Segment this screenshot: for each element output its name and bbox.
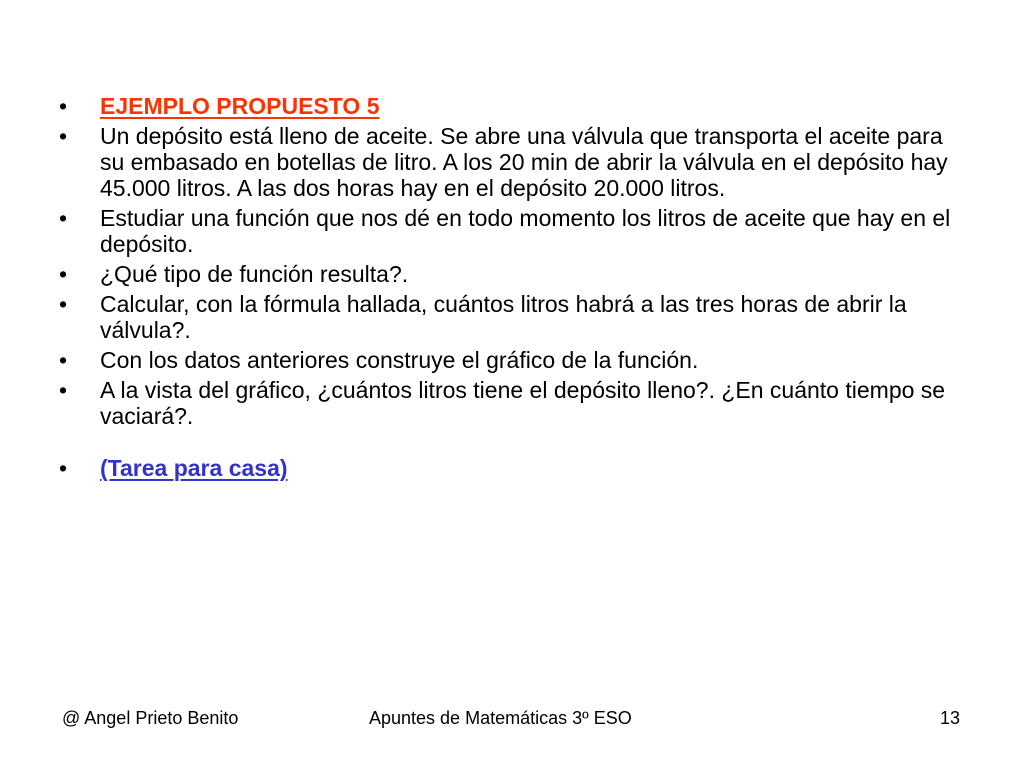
bullet-dot: • xyxy=(59,291,68,317)
footer-course-title: Apuntes de Matemáticas 3º ESO xyxy=(369,708,632,728)
homework-link[interactable]: (Tarea para casa) xyxy=(100,455,288,481)
bullet-dot: • xyxy=(59,455,68,481)
bullet-item xyxy=(57,261,957,287)
task-function-type: ¿Qué tipo de función resulta?. xyxy=(100,261,409,287)
bullet-item xyxy=(57,123,957,201)
task-study-function: Estudiar una función que nos dé en todo momento los litros de aceite que hay en el depósito. xyxy=(100,205,951,257)
bullet-item xyxy=(57,291,957,343)
problem-statement: Un depósito está lleno de aceite. Se abre una válvula que transporta el aceite para su embasado en botellas de litro. A los 20 min de abrir la válvula en el depósito hay 45.000 litros. A las dos horas hay en el depósito 20.000 litros. xyxy=(100,123,948,201)
bullet-heading xyxy=(57,93,957,119)
task-read-graph: A la vista del gráfico, ¿cuántos litros tiene el depósito lleno?. ¿En cuánto tiempo se vaciará?. xyxy=(100,377,946,429)
task-calculate: Calcular, con la fórmula hallada, cuántos litros habrá a las tres horas de abrir la válvula?. xyxy=(100,291,907,343)
bullet-dot: • xyxy=(59,377,68,403)
example-heading: EJEMPLO PROPUESTO 5 xyxy=(100,93,380,119)
bullet-homework xyxy=(57,455,957,481)
bullet-item xyxy=(57,377,957,429)
bullet-item xyxy=(57,205,957,257)
task-build-graph: Con los datos anteriores construye el gráfico de la función. xyxy=(100,347,699,373)
bullet-dot: • xyxy=(59,205,68,231)
bullet-item xyxy=(57,347,957,373)
footer-page-number: 13 xyxy=(940,708,961,728)
bullet-dot: • xyxy=(59,347,68,373)
bullet-dot: • xyxy=(59,93,68,119)
slide-content xyxy=(57,93,957,485)
bullet-dot: • xyxy=(59,123,68,149)
footer-author: @ Angel Prieto Benito xyxy=(62,708,239,728)
bullet-dot: • xyxy=(59,261,68,287)
